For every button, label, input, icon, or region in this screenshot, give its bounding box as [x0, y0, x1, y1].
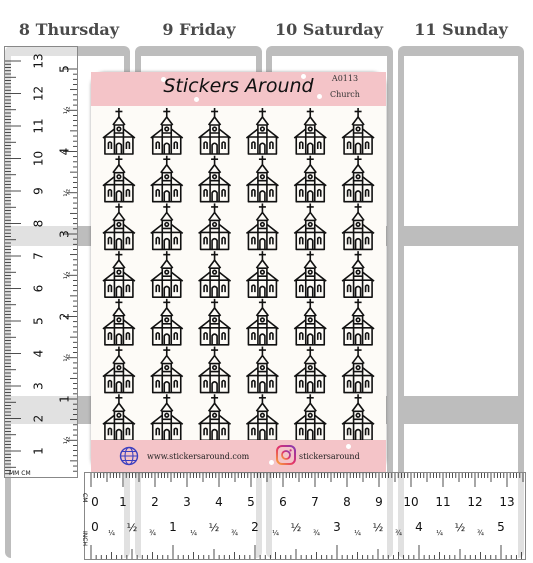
church-sticker [342, 394, 374, 440]
horizontal-cm-unit: CM [81, 493, 88, 503]
church-sticker [199, 347, 231, 393]
church-sticker [151, 347, 183, 393]
church-sticker [294, 299, 326, 345]
horizontal-ruler-scale [81, 473, 525, 559]
sticker-sheet-footer [91, 440, 386, 472]
church-sticker [103, 108, 135, 154]
horizontal-cm-label: 11 [435, 495, 451, 509]
horizontal-cm-label: 10 [403, 495, 419, 509]
horizontal-cm-label: 0 [91, 495, 99, 509]
vertical-inch-label: 3 [57, 230, 72, 238]
church-sticker [246, 347, 278, 393]
website-link: www.stickersaround.com [147, 452, 250, 461]
horizontal-inch-label: 1 [169, 520, 177, 534]
vertical-inch-label: 5 [57, 65, 72, 73]
church-sticker [342, 299, 374, 345]
horizontal-cm-label: 6 [279, 495, 287, 509]
church-sticker [151, 394, 183, 440]
church-sticker [246, 108, 278, 154]
instagram-icon [276, 445, 296, 465]
vertical-ruler [4, 46, 78, 478]
church-sticker [151, 156, 183, 202]
horizontal-cm-label: 12 [467, 495, 483, 509]
vertical-cm-label: 9 [31, 187, 46, 195]
church-sticker [103, 251, 135, 297]
sheet-name: Church [330, 90, 360, 99]
globe-icon [119, 446, 139, 466]
instagram-handle: stickersaround [299, 452, 360, 461]
vertical-cm-label: 4 [31, 349, 46, 358]
horizontal-fraction-label: ¾ [231, 529, 238, 537]
horizontal-fraction-label: ¼ [354, 529, 361, 537]
day-header-sunday: 11 Sunday [414, 20, 508, 39]
horizontal-inch-label: 4 [415, 520, 423, 534]
horizontal-fraction-label: ¼ [436, 529, 443, 537]
vertical-cm-label: 3 [31, 382, 46, 390]
horizontal-fraction-label: ¼ [272, 529, 279, 537]
horizontal-inch-unit: INCH [81, 531, 88, 546]
vertical-half-label: ½ [62, 106, 72, 115]
vertical-cm-label: 6 [31, 284, 46, 293]
horizontal-fraction-label: ½ [126, 521, 138, 534]
horizontal-cm-label: 1 [119, 495, 127, 509]
vertical-cm-label: 8 [31, 219, 46, 228]
vertical-cm-label: 7 [31, 252, 46, 260]
horizontal-fraction-label: ¾ [395, 529, 402, 537]
church-sticker [151, 251, 183, 297]
horizontal-fraction-label: ½ [372, 521, 384, 534]
vertical-half-label: ½ [62, 436, 72, 445]
horizontal-fraction-label: ¾ [149, 529, 156, 537]
vertical-cm-label: 2 [31, 414, 46, 423]
horizontal-fraction-label: ½ [208, 521, 220, 534]
church-sticker [103, 394, 135, 440]
church-sticker [342, 251, 374, 297]
church-sticker [294, 203, 326, 249]
church-sticker [103, 156, 135, 202]
vertical-ruler-scale [5, 47, 77, 477]
vertical-half-label: ½ [62, 271, 72, 280]
church-sticker [199, 299, 231, 345]
church-sticker [103, 347, 135, 393]
day-header-thursday: 8 Thursday [18, 20, 120, 39]
horizontal-fraction-label: ¼ [108, 529, 115, 537]
vertical-cm-label: 12 [31, 85, 46, 102]
church-sticker [199, 394, 231, 440]
church-sticker [199, 156, 231, 202]
church-sticker [103, 299, 135, 345]
horizontal-fraction-label: ¾ [313, 529, 320, 537]
day-header-friday: 9 Friday [162, 20, 236, 39]
horizontal-cm-label: 4 [215, 495, 223, 509]
church-sticker [151, 203, 183, 249]
horizontal-ruler [81, 472, 526, 560]
church-sticker [294, 251, 326, 297]
horizontal-fraction-label: ¼ [190, 529, 197, 537]
church-sticker [199, 203, 231, 249]
church-sticker [246, 394, 278, 440]
vertical-inch-label: 1 [57, 395, 72, 403]
sticker-sheet-header [91, 72, 386, 106]
church-sticker [246, 299, 278, 345]
church-sticker [151, 299, 183, 345]
horizontal-fraction-label: ¾ [477, 529, 484, 537]
sticker-sheet [91, 72, 386, 472]
church-sticker [342, 347, 374, 393]
church-sticker [342, 156, 374, 202]
horizontal-inch-label: 0 [91, 520, 99, 534]
church-sticker [342, 108, 374, 154]
horizontal-cm-label: 7 [311, 495, 319, 509]
horizontal-cm-label: 2 [151, 495, 159, 509]
vertical-cm-label: 13 [31, 53, 46, 69]
church-sticker [294, 156, 326, 202]
day-header-saturday: 10 Saturday [274, 20, 384, 39]
sticker-grid [95, 106, 382, 440]
vertical-cm-label: 1 [31, 447, 46, 455]
church-sticker [199, 251, 231, 297]
church-sticker [103, 203, 135, 249]
church-sticker [294, 394, 326, 440]
vertical-half-label: ½ [62, 188, 72, 197]
horizontal-fraction-label: ½ [454, 521, 466, 534]
church-sticker [246, 251, 278, 297]
church-sticker [246, 203, 278, 249]
vertical-inch-label: 2 [57, 312, 72, 321]
sheet-code: A0113 [331, 74, 359, 83]
vertical-half-label: ½ [62, 353, 72, 362]
vertical-unit-label: MM CM [9, 470, 31, 477]
church-sticker [246, 156, 278, 202]
horizontal-cm-label: 13 [499, 495, 515, 509]
horizontal-cm-label: 9 [375, 495, 383, 509]
vertical-inch-label: 4 [57, 147, 72, 156]
horizontal-fraction-label: ½ [290, 521, 302, 534]
horizontal-inch-label: 2 [251, 520, 259, 534]
horizontal-cm-label: 5 [247, 495, 255, 509]
church-sticker [199, 108, 231, 154]
vertical-cm-label: 5 [31, 317, 46, 325]
church-sticker [294, 108, 326, 154]
church-sticker [151, 108, 183, 154]
vertical-cm-label: 11 [31, 118, 46, 134]
brand-title: Stickers Around [163, 75, 314, 97]
vertical-cm-label: 10 [31, 150, 46, 167]
horizontal-cm-label: 8 [343, 495, 351, 509]
church-sticker [294, 347, 326, 393]
horizontal-inch-label: 3 [333, 520, 341, 534]
horizontal-inch-label: 5 [497, 520, 505, 534]
church-sticker [342, 203, 374, 249]
horizontal-cm-label: 3 [183, 495, 191, 509]
